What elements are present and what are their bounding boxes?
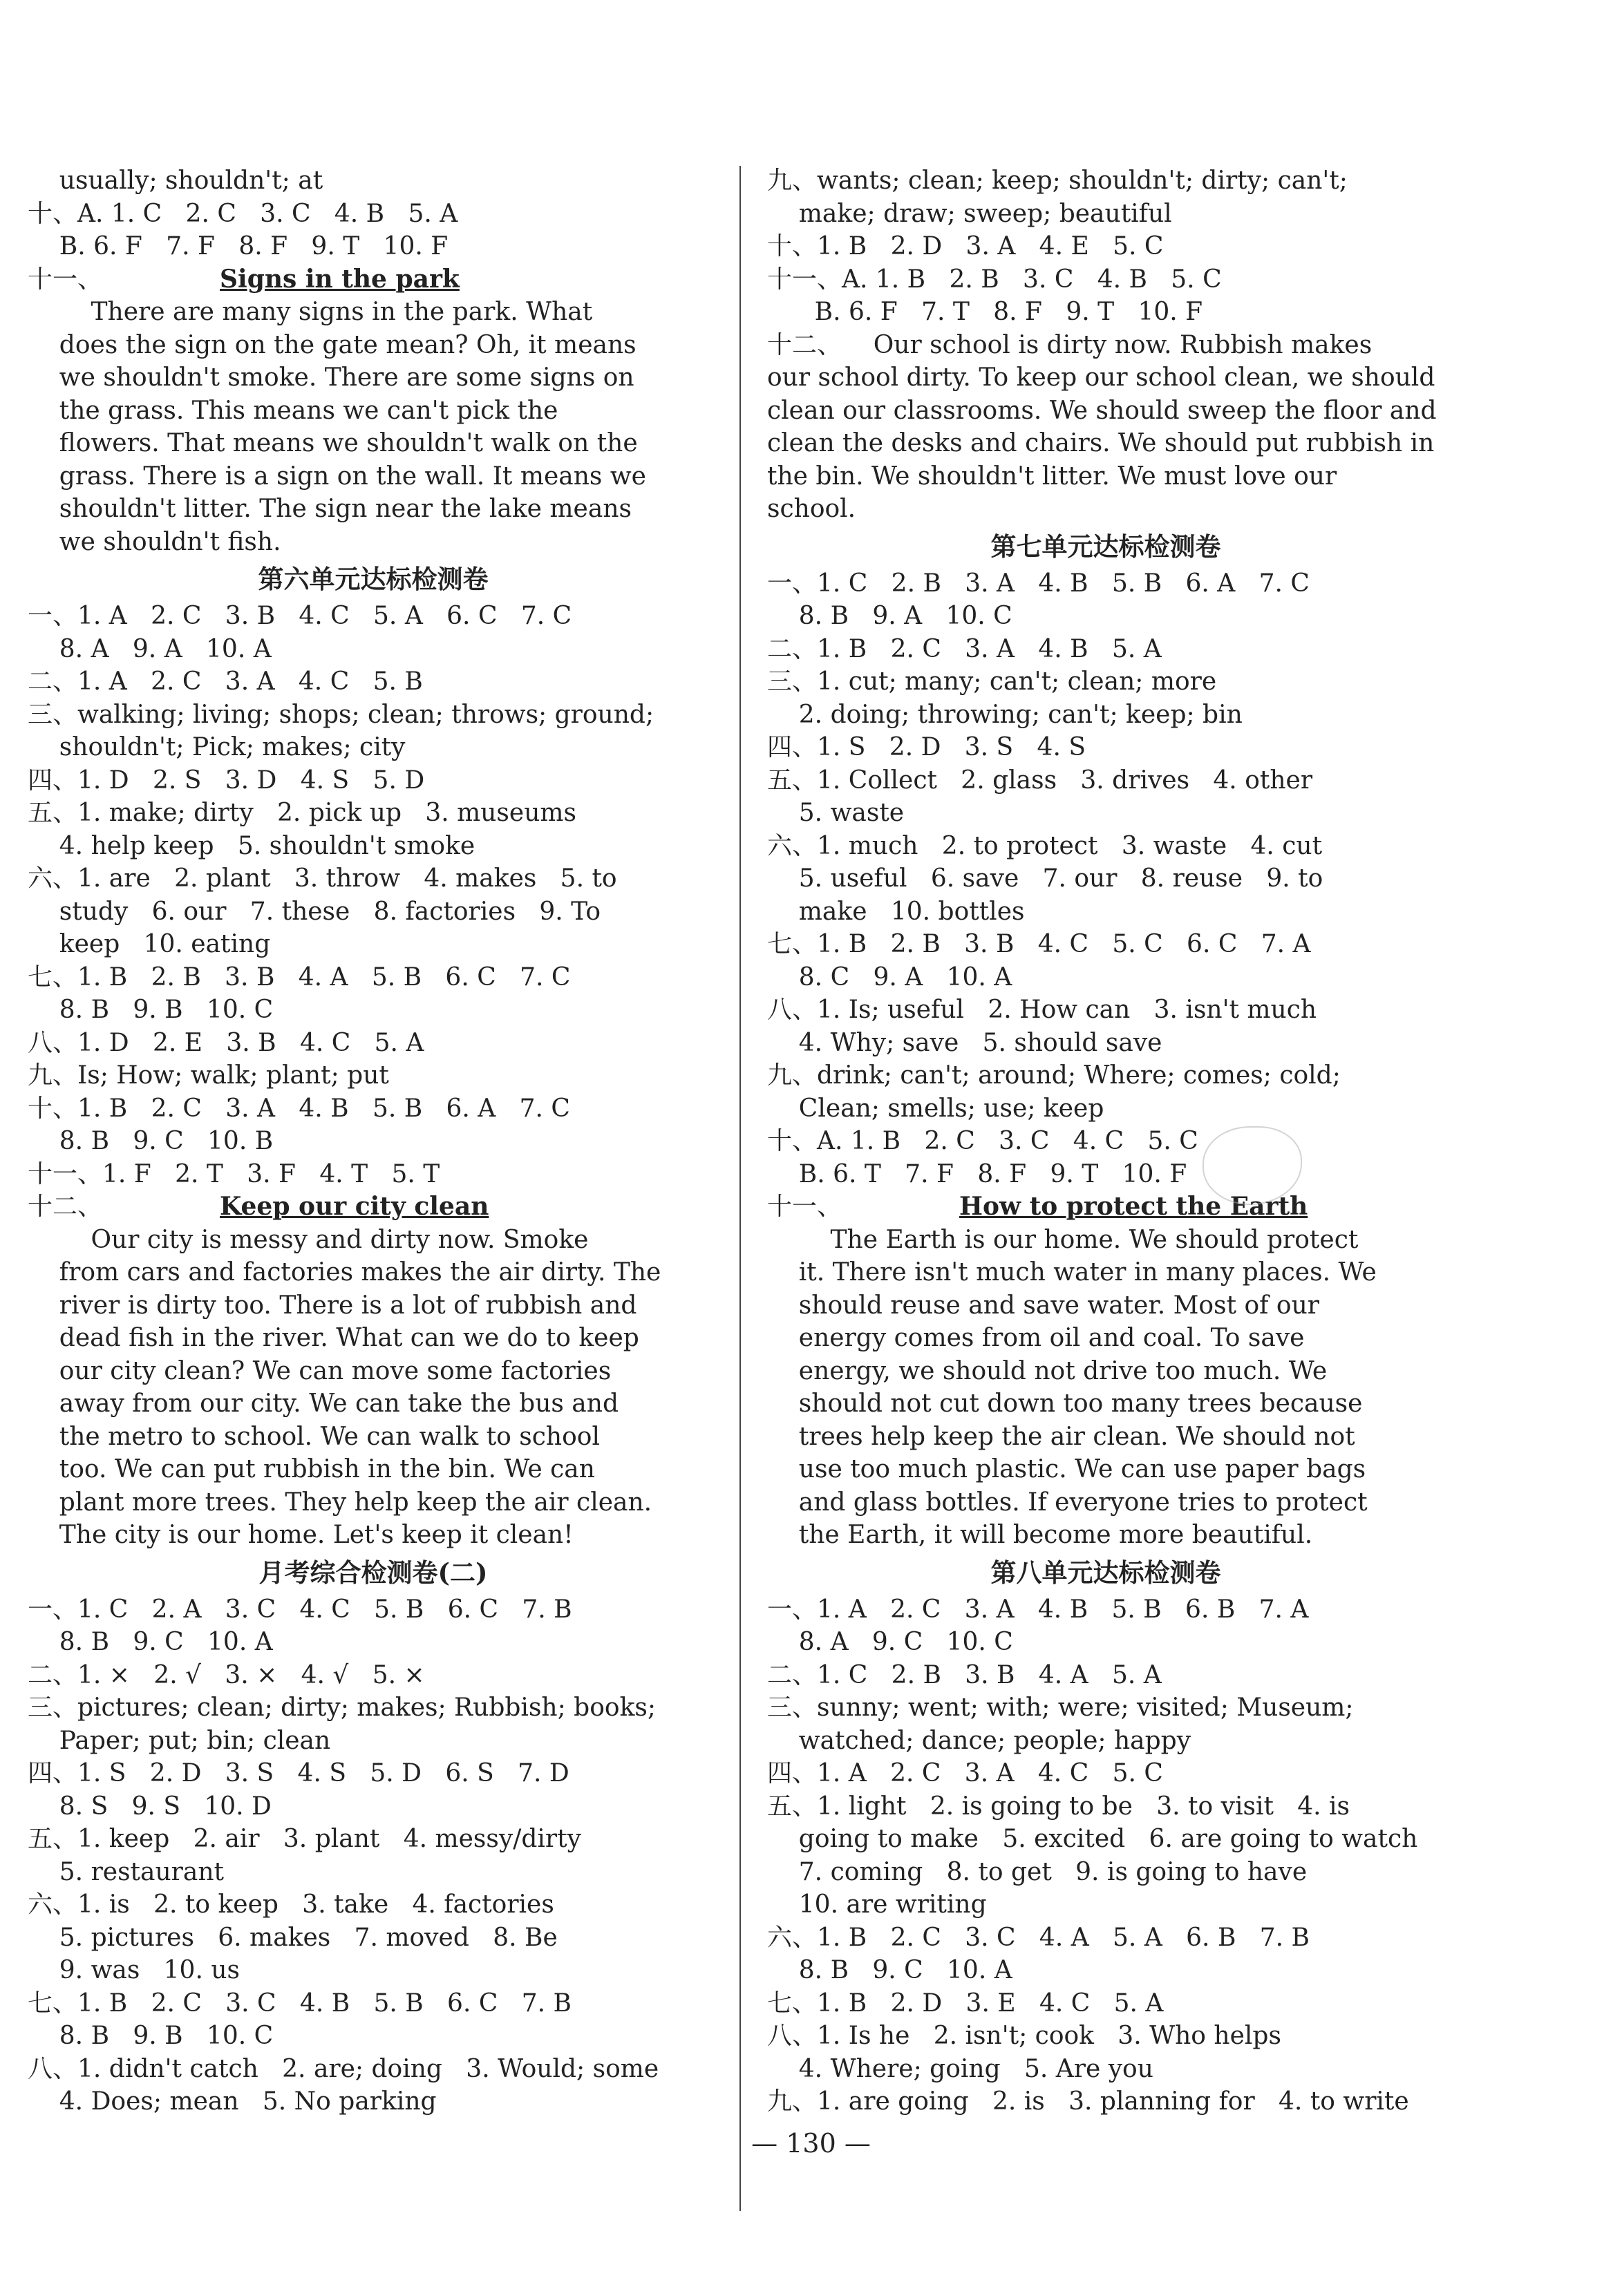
answer-line: clean our classrooms. We should sweep the floor and (767, 396, 1437, 425)
answer-line: 十、1. B 2. C 3. A 4. B 5. B 6. A 7. C (28, 1094, 570, 1123)
answer-line: 七、1. B 2. B 3. B 4. A 5. B 6. C 7. C (28, 962, 571, 992)
answer-line: 四、1. S 2. D 3. S 4. S (767, 733, 1086, 761)
answer-line: Our city is messy and dirty now. Smoke (28, 1225, 589, 1254)
left-column (28, 164, 719, 2118)
answer-line: 二、1. A 2. C 3. A 4. C 5. B (28, 667, 423, 696)
answer-line: 8. S 9. S 10. D (28, 1792, 272, 1821)
answer-line: 八、1. D 2. E 3. B 4. C 5. A (28, 1028, 424, 1057)
answer-line: 九、drink; can't; around; Where; comes; cold; (767, 1061, 1341, 1090)
page-number: — 130 — (751, 2128, 871, 2159)
answer-line: 三、walking; living; shops; clean; throws; ground; (28, 700, 654, 729)
answer-line: 十、A. 1. B 2. C 3. C 4. C 5. C (767, 1127, 1198, 1155)
answer-line: 五、1. light 2. is going to be 3. to visit 4. is (767, 1792, 1350, 1821)
answer-line: The city is our home. Let's keep it clean! (28, 1521, 574, 1549)
answer-line: 六、1. much 2. to protect 3. waste 4. cut (767, 831, 1323, 860)
answer-line: Paper; put; bin; clean (28, 1726, 331, 1755)
answer-line: 八、1. Is; useful 2. How can 3. isn't much (767, 996, 1317, 1024)
answer-line: 二、1. B 2. C 3. A 4. B 5. A (767, 634, 1162, 663)
answer-line: B. 6. F 7. F 8. F 9. T 10. F (28, 232, 449, 260)
answer-line: too. We can put rubbish in the bin. We can (28, 1455, 595, 1483)
answer-line: 三、sunny; went; with; were; visited; Museum; (767, 1693, 1354, 1722)
answer-line: 7. coming 8. to get 9. is going to have (767, 1857, 1308, 1886)
answer-line: should not cut down too many trees because (767, 1389, 1363, 1418)
answer-line: the Earth, it will become more beautiful. (767, 1521, 1313, 1549)
answer-line: 五、1. Collect 2. glass 3. drives 4. other (767, 766, 1313, 795)
answer-line: 八、1. didn't catch 2. are; doing 3. Would; some (28, 2054, 659, 2083)
answer-line: study 6. our 7. these 8. factories 9. To (28, 897, 601, 926)
answer-line: 10. are writing (767, 1890, 987, 1919)
answer-line: 十、1. B 2. D 3. A 4. E 5. C (767, 232, 1164, 260)
answer-line: 四、1. D 2. S 3. D 4. S 5. D (28, 766, 425, 795)
answer-line: energy, we should not drive too much. We (767, 1356, 1328, 1385)
answer-line: 四、1. S 2. D 3. S 4. S 5. D 6. S 7. D (28, 1759, 569, 1787)
composition-title-line (28, 263, 719, 296)
answer-line: 五、1. make; dirty 2. pick up 3. museums (28, 799, 577, 827)
composition-title-line (28, 1190, 719, 1224)
answer-line: does the sign on the gate mean? Oh, it means (28, 330, 636, 359)
composition-title: Signs in the park (220, 264, 460, 294)
answer-line: flowers. That means we shouldn't walk on the (28, 429, 638, 457)
answer-line: 一、1. C 2. B 3. A 4. B 5. B 6. A 7. C (767, 569, 1310, 598)
answer-line: we shouldn't smoke. There are some signs on (28, 363, 634, 392)
answer-line: 七、1. B 2. C 3. C 4. B 5. B 6. C 7. B (28, 1989, 572, 2018)
answer-line: 七、1. B 2. B 3. B 4. C 5. C 6. C 7. A (767, 930, 1311, 958)
answer-line: shouldn't; Pick; makes; city (28, 733, 406, 761)
answer-line: 十、A. 1. C 2. C 3. C 4. B 5. A (28, 199, 458, 228)
answer-line: shouldn't litter. The sign near the lake means (28, 495, 632, 523)
answer-line: 七、1. B 2. D 3. E 4. C 5. A (767, 1989, 1164, 2018)
right-column (767, 164, 1444, 2118)
section-heading: 第七单元达标检测卷 (990, 531, 1221, 562)
answer-line: 六、1. B 2. C 3. C 4. A 5. A 6. B 7. B (767, 1923, 1310, 1952)
answer-line: 六、1. is 2. to keep 3. take 4. factories (28, 1890, 554, 1919)
answer-line: B. 6. F 7. T 8. F 9. T 10. F (767, 298, 1203, 326)
column-divider (739, 166, 741, 2211)
section-heading: 月考综合检测卷(二) (258, 1557, 488, 1588)
answer-line: 一、1. C 2. A 3. C 4. C 5. B 6. C 7. B (28, 1595, 572, 1624)
answer-line: 8. B 9. A 10. C (767, 602, 1012, 630)
answer-line: river is dirty too. There is a lot of rubbish and (28, 1291, 637, 1320)
answer-line: clean the desks and chairs. We should put rubbish in (767, 429, 1435, 457)
answer-line: grass. There is a sign on the wall. It means we (28, 462, 646, 491)
answer-line: use too much plastic. We can use paper bags (767, 1455, 1366, 1483)
question-label: 十一、 (767, 1193, 842, 1221)
answer-line: the bin. We shouldn't litter. We must love our (767, 462, 1337, 491)
question-label: 十二、 (28, 1193, 103, 1221)
answer-line: going to make 5. excited 6. are going to watch (767, 1825, 1418, 1853)
answer-line: and glass bottles. If everyone tries to protect (767, 1488, 1368, 1517)
composition-title: How to protect the Earth (959, 1192, 1308, 1221)
answer-line: 4. Why; save 5. should save (767, 1028, 1162, 1057)
answer-line: 8. B 9. B 10. C (28, 2022, 274, 2050)
answer-line: 8. B 9. B 10. C (28, 996, 274, 1024)
answer-line: There are many signs in the park. What (28, 298, 593, 326)
answer-line: 二、1. × 2. √ 3. × 4. √ 5. × (28, 1660, 425, 1689)
composition-title-line (767, 1190, 1444, 1224)
answer-line: usually; shouldn't; at (28, 167, 323, 195)
answer-line: trees help keep the air clean. We should not (767, 1422, 1355, 1451)
answer-line: the metro to school. We can walk to school (28, 1422, 600, 1451)
answer-line: dead fish in the river. What can we do to keep (28, 1324, 639, 1352)
answer-line: 四、1. A 2. C 3. A 4. C 5. C (767, 1759, 1163, 1787)
answer-line: Clean; smells; use; keep (767, 1094, 1104, 1123)
section-heading: 第六单元达标检测卷 (258, 564, 489, 594)
answer-line: 八、1. Is he 2. isn't; cook 3. Who helps (767, 2022, 1281, 2050)
answer-line: 4. Does; mean 5. No parking (28, 2087, 437, 2116)
answer-line: 十二、 Our school is dirty now. Rubbish makes (767, 330, 1373, 359)
answer-line: 8. A 9. A 10. A (28, 634, 272, 663)
answer-line: The Earth is our home. We should protect (767, 1225, 1359, 1254)
answer-line: 8. C 9. A 10. A (767, 962, 1012, 992)
answer-line: 九、Is; How; walk; plant; put (28, 1061, 389, 1090)
question-label: 十一、 (28, 265, 103, 294)
answer-line: 三、1. cut; many; can't; clean; more (767, 667, 1217, 696)
composition-title: Keep our city clean (220, 1192, 489, 1221)
answer-line: 2. doing; throwing; can't; keep; bin (767, 700, 1243, 729)
section-heading: 第八单元达标检测卷 (990, 1557, 1221, 1588)
answer-line: the grass. This means we can't pick the (28, 396, 558, 425)
answer-line: 5. waste (767, 799, 905, 827)
answer-line: make 10. bottles (767, 897, 1025, 926)
answer-line: 8. A 9. C 10. C (767, 1628, 1013, 1656)
answer-line: our city clean? We can move some factories (28, 1356, 612, 1385)
answer-line: 九、wants; clean; keep; shouldn't; dirty; can't; (767, 167, 1348, 195)
answer-line: 5. useful 6. save 7. our 8. reuse 9. to (767, 864, 1323, 893)
answer-line: our school dirty. To keep our school clean, we should (767, 363, 1435, 392)
answer-line: plant more trees. They help keep the air clean. (28, 1488, 652, 1517)
answer-line: 4. help keep 5. shouldn't smoke (28, 831, 475, 860)
answer-line: energy comes from oil and coal. To save (767, 1324, 1305, 1352)
answer-line: away from our city. We can take the bus and (28, 1389, 619, 1418)
answer-line: 9. was 10. us (28, 1956, 241, 1984)
answer-line: we shouldn't fish. (28, 527, 281, 556)
answer-line: 一、1. A 2. C 3. A 4. B 5. B 6. B 7. A (767, 1595, 1309, 1624)
answer-line: 8. B 9. C 10. A (28, 1628, 273, 1656)
answer-line: 十一、A. 1. B 2. B 3. C 4. B 5. C (767, 265, 1222, 294)
answer-line: 4. Where; going 5. Are you (767, 2054, 1153, 2083)
answer-line: keep 10. eating (28, 930, 271, 958)
answer-line: 8. B 9. C 10. A (767, 1956, 1012, 1984)
answer-line: 二、1. C 2. B 3. B 4. A 5. A (767, 1660, 1162, 1689)
answer-line: 三、pictures; clean; dirty; makes; Rubbish; books; (28, 1693, 656, 1722)
answer-line: 5. pictures 6. makes 7. moved 8. Be (28, 1923, 558, 1952)
answer-line: watched; dance; people; happy (767, 1726, 1191, 1755)
answer-line: B. 6. T 7. F 8. F 9. T 10. F (767, 1159, 1187, 1188)
answer-line: make; draw; sweep; beautiful (767, 199, 1172, 228)
answer-line: 8. B 9. C 10. B (28, 1127, 274, 1155)
answer-line: school. (767, 495, 856, 523)
answer-line: 十一、1. F 2. T 3. F 4. T 5. T (28, 1159, 440, 1188)
answer-line: 六、1. are 2. plant 3. throw 4. makes 5. to (28, 864, 617, 893)
answer-line: 九、1. are going 2. is 3. planning for 4. to write (767, 2087, 1409, 2116)
answer-line: 五、1. keep 2. air 3. plant 4. messy/dirty (28, 1825, 581, 1853)
answer-line: from cars and factories makes the air dirty. The (28, 1258, 661, 1287)
answer-line: 5. restaurant (28, 1857, 224, 1886)
answer-line: 一、1. A 2. C 3. B 4. C 5. A 6. C 7. C (28, 602, 572, 630)
answer-line: should reuse and save water. Most of our (767, 1291, 1320, 1320)
answer-line: it. There isn't much water in many places. We (767, 1258, 1377, 1287)
